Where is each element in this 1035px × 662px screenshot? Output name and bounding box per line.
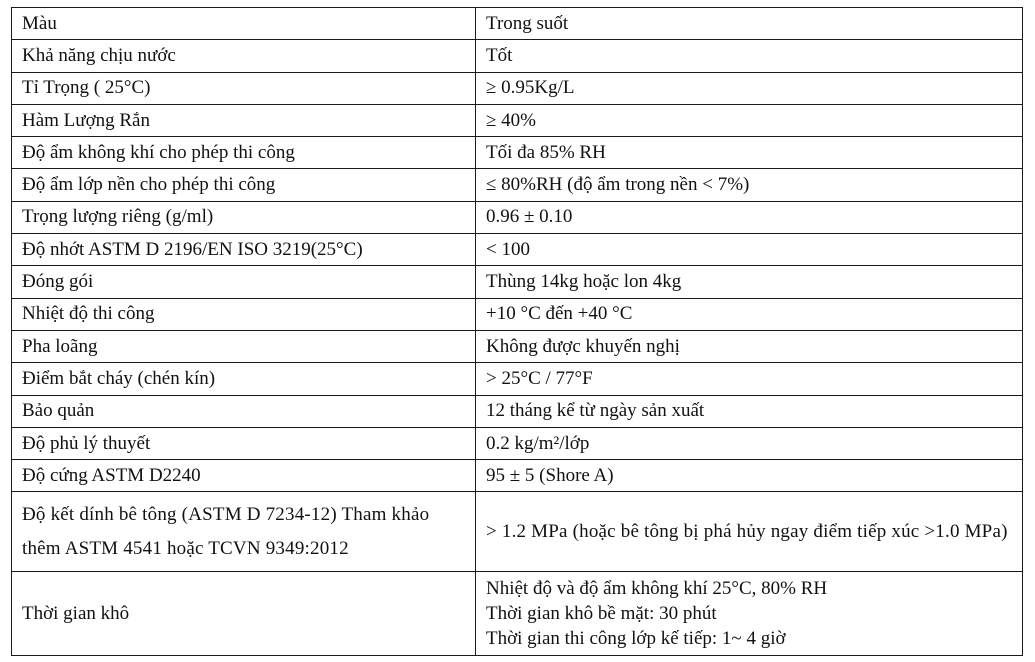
recoat-time-line: Thời gian thi công lớp kế tiếp: 1~ 4 giờ [486, 628, 786, 650]
table-row [12, 330, 1023, 362]
spec-label: Độ phủ lý thuyết [12, 427, 476, 459]
drying-condition-line: Nhiệt độ và độ ẩm không khí 25°C, 80% RH [486, 578, 828, 600]
spec-label: Độ ẩm lớp nền cho phép thi công [12, 169, 476, 201]
table-row-drying [12, 572, 1023, 656]
table-row [12, 298, 1023, 330]
spec-value: 12 tháng kể từ ngày sản xuất [476, 395, 1023, 427]
table-row [12, 8, 1023, 40]
spec-value: ≤ 80%RH (độ ẩm trong nền < 7%) [476, 169, 1023, 201]
spec-label: Pha loãng [12, 330, 476, 362]
spec-label: Độ nhớt ASTM D 2196/EN ISO 3219(25°C) [12, 234, 476, 266]
spec-label: Nhiệt độ thi công [12, 298, 476, 330]
spec-label: Độ ẩm không khí cho phép thi công [12, 137, 476, 169]
spec-label: Trọng lượng riêng (g/ml) [12, 201, 476, 233]
spec-value: 0.2 kg/m²/lớp [476, 427, 1023, 459]
spec-value: > 25°C / 77°F [476, 363, 1023, 395]
spec-value: 0.96 ± 0.10 [476, 201, 1023, 233]
spec-label: Bảo quản [12, 395, 476, 427]
spec-value: 95 ± 5 (Shore A) [476, 460, 1023, 492]
spec-value: ≥ 40% [476, 104, 1023, 136]
spec-value: Tối đa 85% RH [476, 137, 1023, 169]
spec-label: Hàm Lượng Rắn [12, 104, 476, 136]
table-row-adhesion [12, 492, 1023, 572]
table-row [12, 460, 1023, 492]
spec-value: ≥ 0.95Kg/L [476, 72, 1023, 104]
drying-time-values [476, 572, 1023, 656]
table-row [12, 104, 1023, 136]
table-row [12, 363, 1023, 395]
spec-label: Độ cứng ASTM D2240 [12, 460, 476, 492]
table-row [12, 266, 1023, 298]
spec-label: Thời gian khô [12, 572, 476, 656]
spec-label: Điểm bắt cháy (chén kín) [12, 363, 476, 395]
table-row [12, 169, 1023, 201]
spec-label: Khả năng chịu nước [12, 40, 476, 72]
spec-label: Tỉ Trọng ( 25°C) [12, 72, 476, 104]
spec-value: Trong suốt [476, 8, 1023, 40]
table-row [12, 40, 1023, 72]
spec-value: > 1.2 MPa (hoặc bê tông bị phá hủy ngay điểm tiếp xúc >1.0 MPa) [476, 492, 1023, 572]
table-row [12, 395, 1023, 427]
table-row [12, 427, 1023, 459]
spec-label: Đóng gói [12, 266, 476, 298]
spec-value: < 100 [476, 234, 1023, 266]
surface-dry-line: Thời gian khô bề mặt: 30 phút [486, 603, 717, 625]
table-row [12, 201, 1023, 233]
spec-label: Độ kết dính bê tông (ASTM D 7234-12) Tham khảo thêm ASTM 4541 hoặc TCVN 9349:2012 [12, 492, 476, 572]
spec-value: Tốt [476, 40, 1023, 72]
table-row [12, 234, 1023, 266]
table-row [12, 72, 1023, 104]
spec-value: Không được khuyến nghị [476, 330, 1023, 362]
spec-value: Thùng 14kg hoặc lon 4kg [476, 266, 1023, 298]
spec-value: +10 °C đến +40 °C [476, 298, 1023, 330]
spec-label: Màu [12, 8, 476, 40]
specification-table [11, 7, 1023, 656]
table-row [12, 137, 1023, 169]
